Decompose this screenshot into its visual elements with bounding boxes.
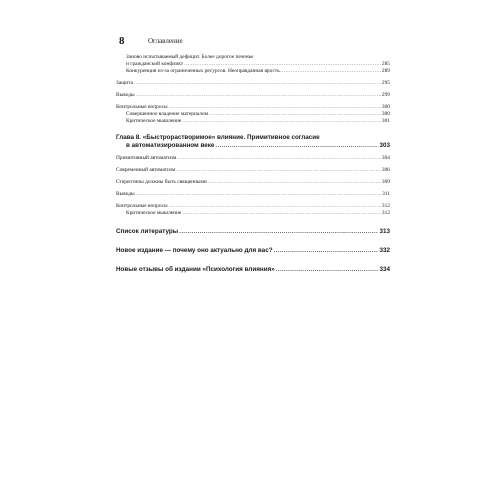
leader-dots [208, 179, 381, 186]
toc-entry [116, 203, 390, 210]
toc-page-number: 332 [379, 247, 390, 254]
toc-page-number: 334 [379, 266, 390, 273]
toc-entry [116, 118, 390, 125]
leader-dots [282, 68, 381, 75]
leader-dots [182, 118, 381, 125]
toc-page-number: 309 [381, 179, 390, 185]
toc-page-number: 285 [381, 61, 390, 67]
toc-chapter-entry [116, 266, 390, 274]
toc-chapter-title-line2: в автоматизированном веке [126, 142, 215, 149]
leader-dots [182, 210, 381, 217]
toc-page-number: 304 [381, 155, 390, 161]
toc-chapter-title-line1: Глава 8. «Быстрорастворимое» влияние. Примитивное согласие [116, 134, 320, 141]
toc-page-number: 306 [381, 167, 390, 173]
toc-page-number: 299 [381, 92, 390, 98]
toc-page-number: 312 [381, 210, 390, 216]
toc-page-number: 300 [381, 111, 390, 117]
toc-entry-text: Стереотипы должны быть священными [116, 179, 207, 185]
leader-dots [134, 80, 381, 87]
leader-dots [136, 191, 381, 198]
toc-entry [116, 104, 390, 111]
toc-entry-text: Примитивный автоматизм [116, 155, 177, 161]
toc-entry [116, 179, 390, 186]
toc-page-number: 313 [379, 228, 390, 235]
toc-entry-text: Конкуренция из-за ограниченных ресурсов. Неоправданная ярость. [126, 68, 282, 74]
toc-entry [116, 68, 390, 75]
toc-entry-text: Контрольные вопросы [116, 104, 168, 110]
leader-dots [136, 92, 381, 99]
toc-entry-text: Выводы [116, 191, 135, 197]
toc-entry [116, 167, 390, 174]
leader-dots [169, 203, 381, 210]
toc-entry-text-line2: и гражданский конфликт [126, 61, 184, 67]
toc-entry [116, 191, 390, 198]
toc-entry-text: Контрольные вопросы [116, 203, 168, 209]
toc-entry-text: Выводы [116, 92, 135, 98]
toc-page-number: 295 [381, 80, 390, 86]
leader-dots [184, 61, 381, 68]
toc-entry [116, 80, 390, 87]
toc-entry-text: Совершенное владение материалом [126, 111, 208, 117]
page-number: 8 [119, 35, 125, 47]
toc-page-number: 301 [381, 118, 390, 124]
toc-entry-text: Защита [116, 80, 133, 86]
leader-dots [215, 142, 378, 150]
toc-entry [116, 92, 390, 99]
toc-page-number: 312 [381, 203, 390, 209]
toc-page-number: 289 [381, 68, 390, 74]
toc-chapter-entry [116, 228, 390, 236]
toc-page-number: 303 [379, 142, 390, 149]
toc-chapter-title: Новое издание — почему оно актуально для вас? [116, 247, 273, 254]
toc-entry [116, 54, 390, 68]
toc-entry [116, 111, 390, 118]
toc-entry [116, 210, 390, 217]
leader-dots [169, 104, 381, 111]
toc-entry-text-line1: Заново испытываемый дефицит. Более дорогое печенье [126, 54, 254, 60]
leader-dots [276, 266, 379, 274]
toc-chapter-title: Новые отзывы об издании «Психология влияния» [116, 266, 275, 273]
leader-dots [274, 247, 379, 255]
leader-dots [176, 167, 381, 174]
toc-chapter-title: Список литературы [116, 228, 179, 235]
toc-page-number: 311 [382, 191, 390, 197]
leader-dots [179, 228, 378, 236]
toc-entry-text: Критическое мышление [126, 118, 182, 124]
toc-entry-text: Критическое мышление [126, 210, 182, 216]
running-header-title: Оглавление [148, 37, 183, 45]
toc-page-number: 300 [381, 104, 390, 110]
leader-dots [209, 111, 381, 118]
toc-chapter-entry [116, 134, 390, 150]
table-of-contents [116, 54, 390, 274]
toc-chapter-entry [116, 247, 390, 255]
leader-dots [177, 155, 381, 162]
toc-entry [116, 155, 390, 162]
toc-entry-text: Современный автоматизм [116, 167, 176, 173]
